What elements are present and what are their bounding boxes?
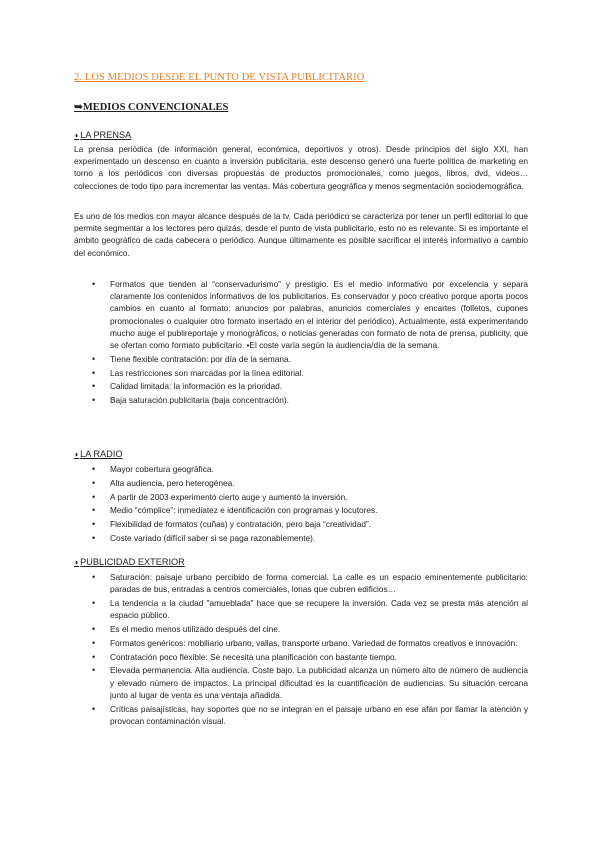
list-item: • Coste variado (difícil saber si se paga razonablemente). [110,532,528,544]
list-item: • Baja saturación publicitaria (baja concentración). [110,394,528,406]
list-item: • La tendencia a la ciudad "amueblada" hace que se recupere la inversión. Cada vez se presta más atención al espacio público. [110,597,528,621]
list-item: • Saturación: paisaje urbano percibido de forma comercial. La calle es un espacio eminentemente publicitario: paradas de bus, entradas a centros comerciales, lonas que cubren edificios… [110,571,528,595]
half-circle-icon: ◗ [74,130,80,140]
list-item: • Elevada permanencia. Alta audiencia. Coste bajo. La publicidad alcanza un número alto de número de audiencia y elevado número de impactos. La principal dificultad es la cuantificación de audiencias. Su situación cercana junto al lugar de venta es una ventaja añadida. [110,664,528,701]
list-item: • Contratación poco flexible: Se necesita una planificación con bastante tiempo. [110,651,528,663]
list-item: • Mayor cobertura geográfica. [110,463,528,475]
list-item: • Formatos que tienden al “conservadurismo” y prestigio. Es el medio informativo por excelencia y separa claramente los contenidos informativos de los publicitarios. Es conservador y poco creativo porque aporta pocos cambios en cuanto al formato: anuncios por palabras, anuncios comerciales y encartes (folletos, cupones promocionales o cualquier otro formato insertado en el interior del periódico). Actualmente, está experimentando mucho auge el publireportaje y monográficos, o noticias generadas con formato de nota de prensa, publicity, que se ofertan como formato publicitario. •El coste varía según la audiencia/día de la semana. [110,278,528,351]
list-item: • Tiene flexible contratación: por día de la semana. [110,353,528,365]
section-subtitle [74,101,228,113]
heading-prensa-text: LA PRENSA [80,130,132,140]
document-title: 2. LOS MEDIOS DESDE EL PUNTO DE VISTA PUBLICITARIO [74,72,365,83]
radio-bullet-list [110,463,528,546]
subtitle-text: MEDIOS CONVENCIONALES [82,102,229,113]
prensa-paragraph-1: La prensa periódica (de información general, económica, deportivos y otros). Desde principios del siglo XXI, han experimentado un descenso en cuanto a inversión publicitaria, este descenso generó una fuerte política de marketing en torno a los periódicos con diversas propuestas de productos promocionales, como juegos, libros, dvd, videos… colecciones de todo tipo para incrementar las ventas. Más cobertura geográfica y menos segmentación sociodemográfica. [74,144,528,191]
list-item: • Alta audiencia, pero heterogénea. [110,477,528,489]
list-item: • A partir de 2003 experimentó cierto auge y aumentó la inversión. [110,491,528,503]
half-circle-icon: ◗ [74,449,80,459]
list-item: • Formatos genéricos: mobiliario urbano, vallas, transporte urbano. Variedad de formatos creativos e innovación. [110,637,528,649]
list-item: • Medio “cómplice”: inmediatez e identificación con programas y locutores. [110,504,528,516]
heading-radio-text: LA RADIO [80,449,123,459]
heading-exterior-text: PUBLICIDAD EXTERIOR [80,557,185,567]
list-item: • Es el medio menos utilizado después del cine. [110,623,528,635]
list-item: • Calidad limitada: la información es la prioridad. [110,380,528,392]
list-item: • Flexibilidad de formatos (cuñas) y contratación, pero baja “creatividad”. [110,518,528,530]
heading-radio [74,449,123,459]
arrow-icon: ➥ [74,102,83,113]
prensa-paragraph-2: Es uno de los medios con mayor alcance después de la tv. Cada periódico se caracteriza por tener un perfil editorial lo que permite segmentar a los lectores pero quizás, desde el punto de vista publicitario, esto no es relevante. Si es importante el ámbito geográfico de cada cabecera o periódico. Aunque últimamente es posible sacrificar el interés informativo a cambio del económico. [74,211,528,258]
exterior-bullet-list [110,571,528,729]
prensa-bullet-list [110,278,528,408]
heading-exterior [74,557,185,567]
list-item: • Críticas paisajísticas, hay soportes que no se integran en el paisaje urbano en ese afán por llamar la atención y provocan contaminación visual. [110,703,528,727]
heading-prensa [74,130,131,140]
list-item: • Las restricciones son marcadas por la línea editorial. [110,367,528,379]
half-circle-icon: ◗ [74,557,80,567]
